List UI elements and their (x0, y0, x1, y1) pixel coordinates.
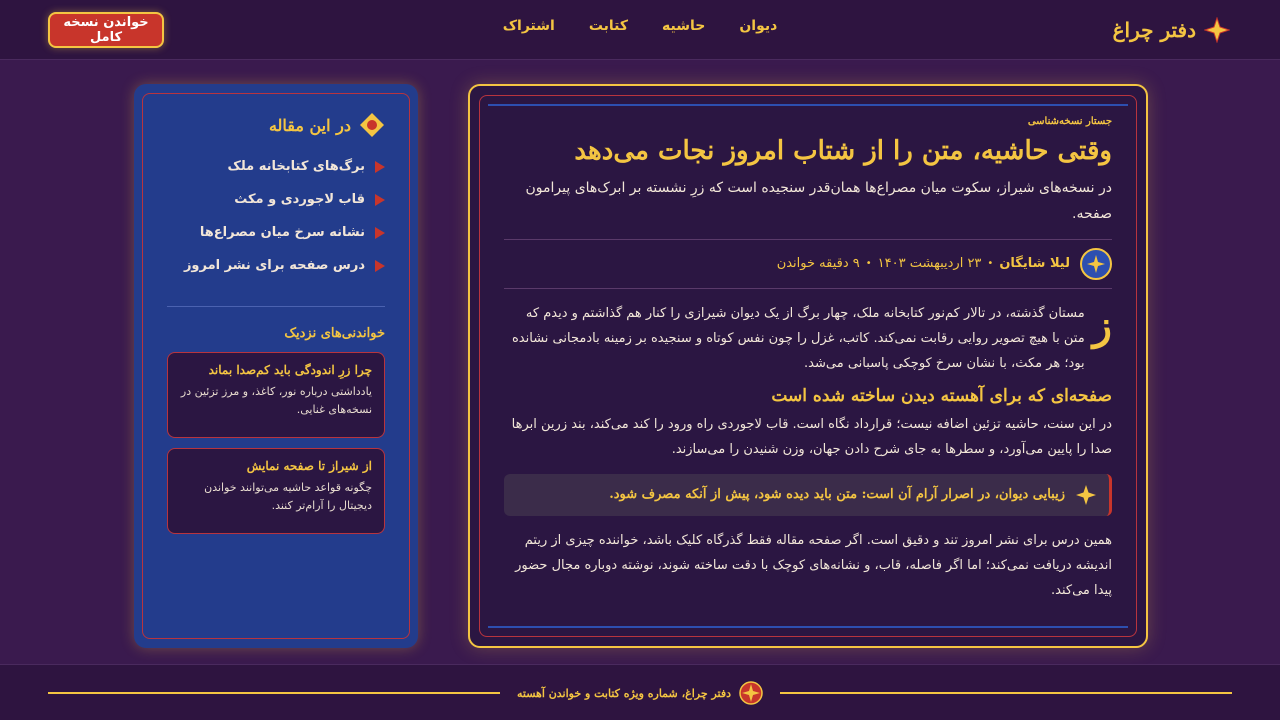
toc-list (167, 150, 385, 282)
star-icon (1075, 484, 1097, 506)
paragraph-2: در این سنت، حاشیه تزئین اضافه نیست؛ قرارداد نگاه است. قاب لاجوردی راه ورود را کند می‌کند، بند زرین ابرها صدا را پایین می‌آورد، و سطرها به جای شرح دادن جهان، وزن شنیدن را می‌سازند. (511, 416, 1112, 457)
toc-item-label: قاب لاجوردی و مکث (234, 192, 365, 207)
related-card[interactable] (167, 448, 385, 534)
footer-tagline (500, 681, 780, 705)
author-name[interactable]: لیلا شایگان (999, 256, 1070, 272)
toc-item[interactable] (167, 150, 385, 183)
sidebar (134, 84, 418, 648)
main-nav (0, 18, 1280, 34)
brand-name: دفتر چراغ (1112, 18, 1196, 42)
sidebar-divider (167, 306, 385, 307)
sidebar-frame (142, 93, 410, 639)
publish-date: ۲۳ اردیبهشت ۱۴۰۳ (877, 256, 982, 272)
author-avatar (1080, 248, 1112, 280)
meta-separator: • (987, 258, 994, 270)
article-subtitle: در نسخه‌های شیراز، سکوت میان مصراع‌ها همان‌قدر سنجیده است که زرِ نشسته بر ابرک‌های پیرامون صفحه. (525, 179, 1112, 222)
related-card[interactable] (167, 352, 385, 438)
lead-paragraph (504, 301, 1112, 376)
nav-item-margin[interactable]: حاشیه (662, 18, 706, 34)
drop-cap: ز (1092, 301, 1112, 349)
pull-quote (504, 474, 1112, 516)
nav-item-calligraphy[interactable]: کتابت (588, 18, 629, 34)
arrow-icon (375, 194, 385, 206)
article-kicker: جستار نسخه‌شناسی (1027, 116, 1112, 127)
article-card (468, 84, 1148, 648)
related-card-title: از شیراز تا صفحه نمایش (246, 459, 372, 473)
toc-item[interactable] (167, 183, 385, 216)
toc-item[interactable] (167, 216, 385, 249)
paragraph-1: مستان گذشته، در تالار کم‌نور کتابخانه ملک، چهار برگ از یک دیوان شیرازی را کنار هم گذاشتم و دیدم که متن با هیچ تصویر روایی رقابت نمی‌کند. کاتب، غزل را چون نفس کوتاه و سنجیده بر زمینه بادمجانی نشانده بود؛ هر مکث، با نشان سرخ کوچکی پاسبانی می‌شد. (512, 305, 1085, 371)
related-title: خواندنی‌های نزدیک (284, 326, 385, 341)
toc-header (269, 112, 385, 138)
toc-title: در این مقاله (268, 115, 351, 135)
nav-item-subscribe[interactable]: اشتراک (502, 18, 555, 34)
top-rule (488, 104, 1128, 106)
toc-item-label: درس صفحه برای نشر امروز (183, 258, 365, 273)
footer (0, 664, 1280, 720)
section-heading: صفحه‌ای که برای آهسته دیدن ساخته شده است (771, 385, 1112, 406)
meta-separator: • (865, 258, 872, 270)
related-card-title: چرا زرِ اندودگی باید کم‌صدا بماند (208, 363, 372, 377)
footer-text: دفتر چراغ، شماره ویژه کتابت و خواندن آهسته (516, 686, 732, 700)
arrow-icon (375, 260, 385, 272)
article-body (504, 116, 1112, 603)
article-title: وقتی حاشیه، متن را از شتاب امروز نجات می‌دهد (574, 136, 1112, 166)
medallion-icon (359, 112, 385, 138)
article-meta (504, 239, 1112, 289)
bottom-rule (488, 626, 1128, 628)
article-frame (479, 95, 1137, 637)
toc-item-label: برگ‌های کتابخانه ملک (227, 159, 365, 174)
related-card-desc: یادداشتی درباره نور، کاغذ، و مرز تزئین در نسخه‌های غنایی. (180, 385, 372, 416)
arrow-icon (375, 161, 385, 173)
paragraph-3: همین درس برای نشر امروز تند و دقیق است. اگر صفحه مقاله فقط گذرگاه کلیک باشد، خواننده چیزی از ریتم اندیشه دریافت نمی‌کند؛ اما اگر فاصله، قاب، و نشانه‌های کوچک با دقت ساخته شوند، نوشته دوباره مجال حضور پیدا می‌کند. (515, 532, 1112, 598)
quote-text: زیبایی دیوان، در اصرار آرام آن است: متن باید دیده شود، پیش از آنکه مصرف شود. (609, 487, 1065, 503)
top-bar (0, 0, 1280, 60)
arrow-icon (375, 227, 385, 239)
toc-item-label: نشانه سرخ میان مصراع‌ها (199, 225, 365, 240)
star-medallion-icon (739, 681, 763, 705)
footer-rule-right (780, 692, 1232, 694)
star-icon (1086, 254, 1106, 274)
read-full-button[interactable]: خواندن نسخه کامل (48, 12, 164, 48)
footer-rule-left (48, 692, 500, 694)
toc-item[interactable] (167, 249, 385, 282)
nav-item-divan[interactable]: دیوان (739, 18, 778, 34)
related-card-desc: چگونه قواعد حاشیه می‌توانند خواندن دیجیتال را آرام‌تر کنند. (204, 481, 372, 512)
read-time: ۹ دقیقه خواندن (776, 256, 860, 272)
